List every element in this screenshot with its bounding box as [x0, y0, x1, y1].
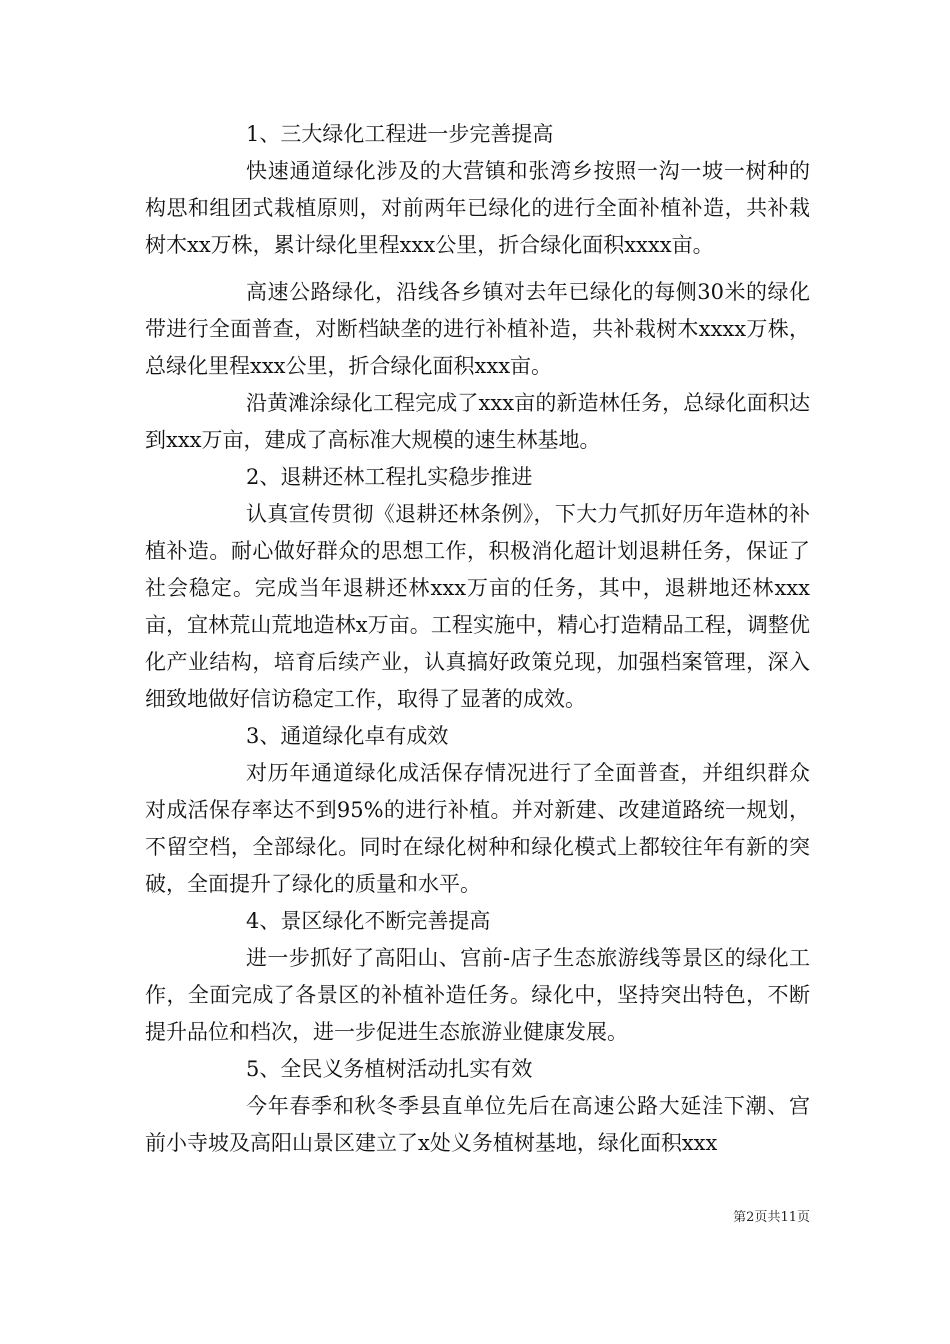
section-heading-3: 3、通道绿化卓有成效	[246, 724, 449, 748]
document-body	[145, 116, 810, 1162]
section-3-paragraph-1: 对历年通道绿化成活保存情况进行了全面普查，并组织群众对成活保存率达不到95%的进行补植。并对新建、改建道路统一规划，不留空档，全部绿化。同时在绿化树种和绿化模式上都较往年有新的突破，全面提升了绿化的质量和水平。	[145, 761, 810, 896]
paragraph-spacer	[145, 264, 810, 274]
section-2-paragraph-1: 认真宣传贯彻《退耕还林条例》，下大力气抓好历年造林的补植补造。耐心做好群众的思想工作，积极消化超计划退耕任务，保证了社会稳定。完成当年退耕还林xxx万亩的任务，其中，退耕地还林xxx亩，宜林荒山荒地造林x万亩。工程实施中，精心打造精品工程，调整优化产业结构，培育后续产业，认真搞好政策兑现，加强档案管理，深入细致地做好信访稳定工作，取得了显著的成效。	[145, 502, 810, 711]
section-heading-1: 1、三大绿化工程进一步完善提高	[246, 122, 554, 146]
page-number: 第2页共11页	[733, 1210, 810, 1225]
section-5-paragraph-1: 今年春季和秋冬季县直单位先后在高速公路大延洼下潮、宫前小寺坡及高阳山景区建立了x处义务植树基地，绿化面积xxx	[145, 1094, 810, 1155]
section-heading-4: 4、景区绿化不断完善提高	[246, 909, 491, 933]
section-1-paragraph-3: 沿黄滩涂绿化工程完成了xxx亩的新造林任务，总绿化面积达到xxx万亩，建成了高标准大规模的速生林基地。	[145, 391, 810, 452]
section-4-paragraph-1: 进一步抓好了高阳山、宫前-店子生态旅游线等景区的绿化工作，全面完成了各景区的补植补造任务。绿化中，坚持突出特色，不断提升品位和档次，进一步促进生态旅游业健康发展。	[145, 946, 810, 1044]
section-1-paragraph-2: 高速公路绿化，沿线各乡镇对去年已绿化的每侧30米的绿化带进行全面普查，对断档缺垄的进行补植补造，共补栽树木xxxx万株，总绿化里程xxx公里，折合绿化面积xxx亩。	[145, 280, 810, 378]
section-heading-2: 2、退耕还林工程扎实稳步推进	[246, 465, 533, 489]
section-1-paragraph-1: 快速通道绿化涉及的大营镇和张湾乡按照一沟一坡一树种的构思和组团式栽植原则，对前两年已绿化的进行全面补植补造，共补栽树木xx万株，累计绿化里程xxx公里，折合绿化面积xxxx亩。	[145, 159, 810, 257]
section-heading-5: 5、全民义务植树活动扎实有效	[246, 1057, 533, 1081]
